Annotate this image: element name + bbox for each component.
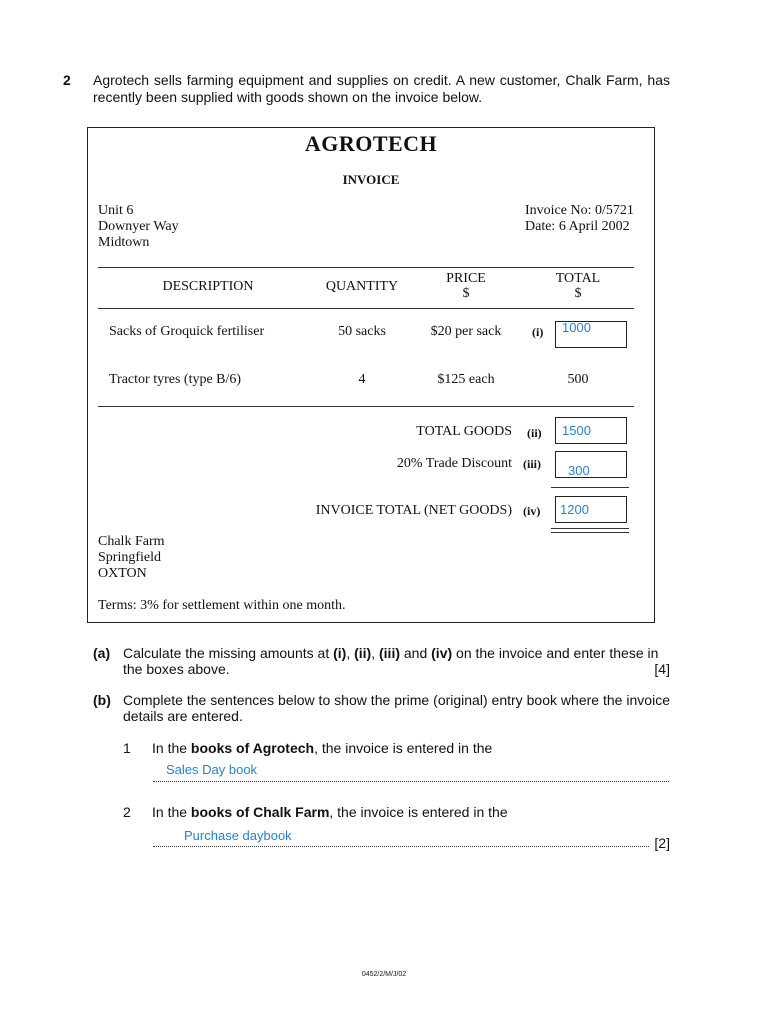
answer-value: 1200 bbox=[560, 502, 589, 517]
col-total: TOTAL bbox=[555, 271, 601, 286]
supplier-address bbox=[98, 203, 179, 251]
part-a-text bbox=[123, 645, 670, 677]
row-price: $125 each bbox=[437, 372, 495, 387]
customer-line: OXTON bbox=[98, 566, 147, 581]
sep: and bbox=[400, 645, 432, 661]
sep: , bbox=[371, 645, 379, 661]
question-intro: Agrotech sells farming equipment and supplies on credit. A new customer, Chalk Farm, has recently been supplied with goods shown on the invoice below. bbox=[93, 72, 670, 105]
total-goods-label: TOTAL GOODS bbox=[416, 424, 512, 439]
invoice-number: Invoice No: 0/5721 bbox=[525, 203, 634, 218]
row-price: $20 per sack bbox=[430, 324, 502, 339]
answer-line[interactable] bbox=[153, 781, 669, 782]
answer-line[interactable] bbox=[153, 846, 649, 847]
part-a-marker: (ii) bbox=[354, 645, 372, 661]
answer-sales-day-book[interactable]: Sales Day book bbox=[166, 762, 258, 777]
col-total-unit: $ bbox=[574, 286, 582, 301]
marker-iii: (iii) bbox=[523, 457, 541, 471]
sep: , bbox=[346, 645, 355, 661]
answer-box-iv[interactable] bbox=[555, 496, 627, 523]
part-b-marks: [2] bbox=[654, 835, 670, 851]
item-pre: In the bbox=[152, 804, 191, 820]
row-description: Tractor tyres (type B/6) bbox=[109, 372, 242, 387]
answer-purchase-daybook[interactable]: Purchase daybook bbox=[184, 828, 292, 843]
marker-i: (i) bbox=[532, 325, 544, 339]
marker-ii: (ii) bbox=[527, 426, 542, 440]
invoice-company: AGROTECH bbox=[304, 131, 438, 156]
customer-address bbox=[98, 534, 165, 582]
divider bbox=[98, 308, 634, 309]
col-price-unit: $ bbox=[462, 286, 470, 301]
item-number: 2 bbox=[123, 804, 131, 820]
invoice-meta bbox=[525, 203, 634, 235]
page-footer-code: 0452/2/M/J/02 bbox=[361, 971, 407, 978]
divider bbox=[98, 406, 634, 407]
item-bold: books of Chalk Farm bbox=[190, 804, 330, 820]
part-b-text: Complete the sentences below to show the prime (original) entry book where the invoice details are entered. bbox=[123, 692, 670, 724]
part-a-marker: (i) bbox=[333, 645, 347, 661]
part-a-text-1: Calculate the missing amounts at bbox=[123, 645, 334, 661]
invoice-date: Date: 6 April 2002 bbox=[525, 219, 630, 234]
double-underline bbox=[551, 528, 629, 533]
answer-value: 1000 bbox=[562, 320, 591, 335]
col-quantity: QUANTITY bbox=[325, 279, 399, 294]
question-number: 2 bbox=[63, 72, 71, 88]
item-post: , the invoice is entered in the bbox=[329, 804, 508, 820]
invoice-total-label: INVOICE TOTAL (NET GOODS) bbox=[315, 503, 512, 518]
customer-line: Chalk Farm bbox=[98, 534, 165, 549]
divider bbox=[98, 267, 634, 268]
row-quantity: 50 sacks bbox=[338, 324, 386, 339]
part-b-label: (b) bbox=[93, 692, 111, 708]
col-price: PRICE bbox=[446, 271, 486, 286]
customer-line: Springfield bbox=[98, 550, 161, 565]
item-post: , the invoice is entered in the bbox=[314, 740, 493, 756]
col-description: DESCRIPTION bbox=[162, 279, 254, 294]
answer-box-ii[interactable] bbox=[555, 417, 627, 444]
item-sentence bbox=[152, 804, 508, 820]
item-pre: In the bbox=[152, 740, 191, 756]
item-sentence bbox=[152, 740, 492, 756]
part-a-marker: (iv) bbox=[431, 645, 453, 661]
address-line: Midtown bbox=[98, 235, 150, 250]
row-description: Sacks of Groquick fertiliser bbox=[109, 324, 265, 339]
item-number: 1 bbox=[123, 740, 131, 756]
answer-value: 1500 bbox=[562, 423, 591, 438]
invoice-terms: Terms: 3% for settlement within one month. bbox=[98, 598, 346, 613]
address-line: Downyer Way bbox=[98, 219, 179, 234]
answer-value: 300 bbox=[568, 463, 590, 478]
subtotal-line bbox=[551, 487, 629, 488]
part-a-marker: (iii) bbox=[379, 645, 400, 661]
row-total: 500 bbox=[567, 372, 589, 387]
item-bold: books of Agrotech bbox=[190, 740, 315, 756]
part-a-label: (a) bbox=[93, 645, 111, 661]
invoice-heading: INVOICE bbox=[342, 172, 400, 187]
address-line: Unit 6 bbox=[98, 203, 134, 218]
part-a-marks: [4] bbox=[654, 661, 670, 677]
row-quantity: 4 bbox=[358, 372, 366, 387]
marker-iv: (iv) bbox=[523, 504, 541, 518]
invoice-box bbox=[87, 127, 655, 623]
answer-box-i[interactable] bbox=[555, 321, 627, 348]
answer-box-iii[interactable] bbox=[555, 451, 627, 478]
trade-discount-label: 20% Trade Discount bbox=[396, 456, 512, 471]
part-a-text-2: on the invoice and enter these in the boxes above. bbox=[123, 645, 659, 677]
